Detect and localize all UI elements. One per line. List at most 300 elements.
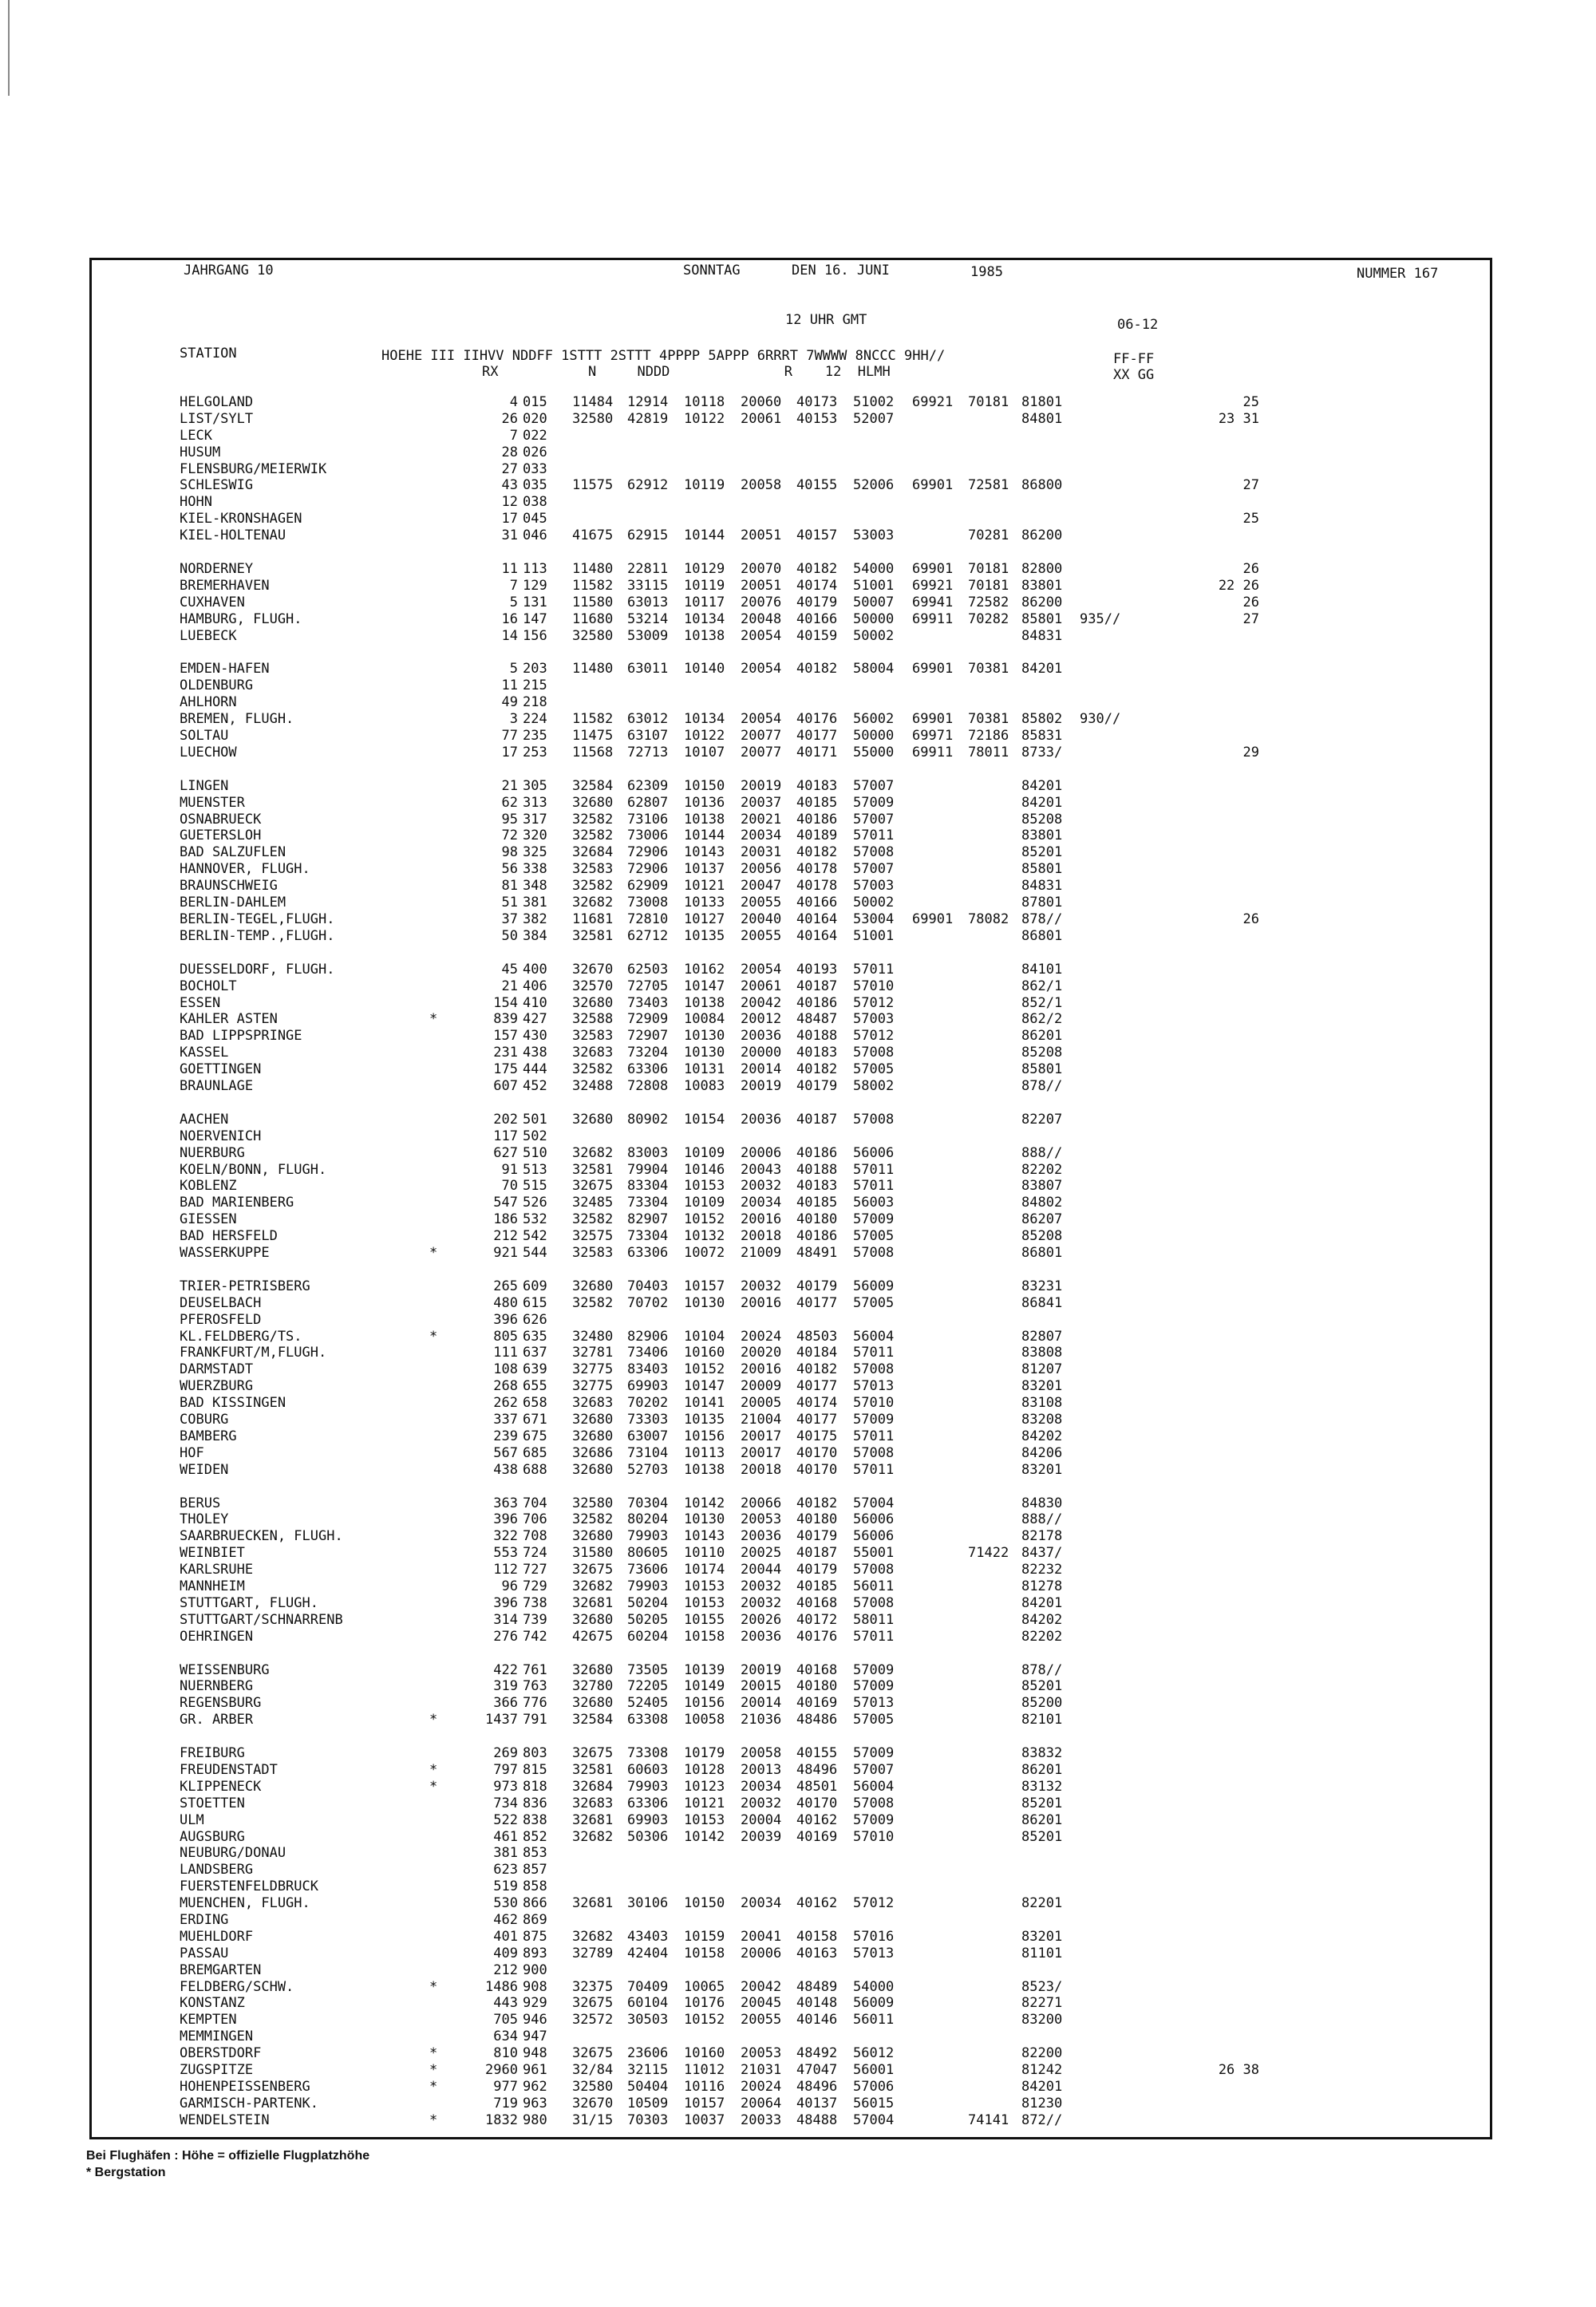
code-group: 72705	[627, 978, 669, 994]
elevation: 396	[493, 1594, 518, 1611]
wind-gust: 26	[1242, 594, 1259, 610]
elevation: 108	[493, 1361, 518, 1378]
code-group: 84202	[1021, 1611, 1063, 1628]
code-group: 40183	[796, 1178, 838, 1195]
code-group: 10119	[684, 477, 725, 494]
code-group: 888//	[1021, 1144, 1063, 1161]
code-group: 40158	[796, 1928, 838, 1945]
station-index: 776	[523, 1695, 547, 1712]
code-group: 40169	[796, 1695, 838, 1712]
code-group: 20024	[741, 1328, 782, 1345]
code-group: 53003	[853, 527, 895, 544]
elevation: 519	[493, 1878, 518, 1895]
code-group: 10129	[684, 561, 725, 578]
code-group: 40176	[796, 711, 838, 728]
code-group: 57008	[853, 1361, 895, 1378]
station-index: 635	[523, 1328, 547, 1345]
station-name: THOLEY	[180, 1511, 229, 1528]
code-group: 73606	[627, 1562, 669, 1578]
code-group: 32682	[572, 1828, 614, 1845]
code-group: 32789	[572, 1945, 614, 1961]
code-group: 32583	[572, 861, 614, 878]
code-group: 43403	[627, 1928, 669, 1945]
code-group: 83201	[1021, 1461, 1063, 1478]
code-group: 878//	[1021, 1661, 1063, 1678]
code-group: 32680	[572, 1695, 614, 1712]
code-group: 10150	[684, 777, 725, 794]
code-group: 20016	[741, 1361, 782, 1378]
station-row	[90, 428, 1447, 444]
station-name: LUECHOW	[180, 744, 237, 760]
station-row	[90, 878, 1447, 895]
code-group: 32/84	[572, 2062, 614, 2079]
code-group: 63306	[627, 1061, 669, 1078]
station-row	[90, 1045, 1447, 1061]
code-group: 20032	[741, 1594, 782, 1611]
code-group: 57007	[853, 777, 895, 794]
code-group: 48489	[796, 1978, 838, 1995]
station-index: 513	[523, 1161, 547, 1178]
code-group: 62915	[627, 527, 669, 544]
wind-gust: 27	[1242, 610, 1259, 627]
elevation: 56	[501, 861, 518, 878]
station-row	[90, 1428, 1447, 1445]
code-group: 57016	[853, 1928, 895, 1945]
station-row	[90, 1712, 1447, 1728]
code-group: 40180	[796, 1678, 838, 1695]
code-group: 10109	[684, 1144, 725, 1161]
station-index: 113	[523, 561, 547, 578]
code-group: 32572	[572, 2012, 614, 2029]
station-name: GUETERSLOH	[180, 828, 262, 844]
wind-gust-header: FF-FF	[1113, 351, 1155, 367]
code-group: 32680	[572, 1461, 614, 1478]
station-row	[90, 661, 1447, 677]
code-group: 62909	[627, 878, 669, 895]
station-row	[90, 2079, 1447, 2096]
code-group: 20051	[741, 527, 782, 544]
station-row	[90, 1361, 1447, 1378]
code-group: 32680	[572, 1278, 614, 1294]
code-group: 86200	[1021, 527, 1063, 544]
code-group: 82202	[1021, 1628, 1063, 1645]
station-row	[90, 911, 1447, 928]
code-columns-header: HOEHE III IIHVV NDDFF 1STTT 2STTT 4PPPP 5APPP 6RRRT 7WWWW 8NCCC 9HH//	[381, 348, 946, 364]
code-group: 8523/	[1021, 1978, 1063, 1995]
code-group: 85831	[1021, 728, 1063, 745]
elevation: 5	[509, 661, 518, 677]
code-group: 10134	[684, 711, 725, 728]
group-spacer	[90, 1728, 1447, 1745]
elevation: 522	[493, 1811, 518, 1828]
elevation: 627	[493, 1144, 518, 1161]
code-group: 55001	[853, 1545, 895, 1562]
code-group: 72582	[968, 594, 1009, 610]
code-group: 20032	[741, 1278, 782, 1294]
code-group: 20024	[741, 2078, 782, 2095]
code-group: 48492	[796, 2045, 838, 2062]
code-group: 32682	[572, 1144, 614, 1161]
code-group: 40162	[796, 1811, 838, 1828]
elevation: 202	[493, 1111, 518, 1128]
code-group: 20058	[741, 1745, 782, 1762]
code-group: 72808	[627, 1077, 669, 1094]
station-index: 866	[523, 1895, 547, 1912]
elevation: 3	[509, 711, 518, 728]
station-row	[90, 595, 1447, 611]
code-group: 73308	[627, 1745, 669, 1762]
code-group: 32584	[572, 777, 614, 794]
elevation: 810	[493, 2045, 518, 2062]
station-name: BERLIN-TEGEL,FLUGH.	[180, 911, 335, 927]
code-group: 10116	[684, 2078, 725, 2095]
code-group: 11575	[572, 477, 614, 494]
code-group: 85208	[1021, 1045, 1063, 1061]
code-group: 40183	[796, 777, 838, 794]
station-name: COBURG	[180, 1411, 229, 1428]
code-group: 57006	[853, 2078, 895, 2095]
group-spacer	[90, 1262, 1447, 1278]
code-group: 47047	[796, 2062, 838, 2079]
code-group: 82232	[1021, 1562, 1063, 1578]
code-group: 57011	[853, 1461, 895, 1478]
station-name: OEHRINGEN	[180, 1628, 254, 1645]
station-name: PFEROSFELD	[180, 1311, 262, 1328]
code-group: 69921	[912, 394, 954, 410]
code-group: 57011	[853, 828, 895, 844]
code-group: 69921	[912, 577, 954, 594]
code-group: 40185	[796, 794, 838, 811]
station-name: WENDELSTEIN	[180, 2111, 270, 2128]
code-group: 53004	[853, 911, 895, 927]
code-group: 32580	[572, 410, 614, 427]
code-group: 10153	[684, 1811, 725, 1828]
code-group: 40148	[796, 1995, 838, 2012]
code-group: 20036	[741, 1628, 782, 1645]
code-group: 73204	[627, 1045, 669, 1061]
station-row	[90, 1979, 1447, 1996]
station-name: GOETTINGEN	[180, 1061, 262, 1078]
station-name: NUERNBERG	[180, 1678, 254, 1695]
code-group: 40163	[796, 1945, 838, 1961]
code-group: 83403	[627, 1361, 669, 1378]
elevation: 186	[493, 1211, 518, 1228]
elevation: 265	[493, 1278, 518, 1294]
station-index: 836	[523, 1795, 547, 1811]
code-group: 32115	[627, 2062, 669, 2079]
station-index: 313	[523, 794, 547, 811]
code-group: 83807	[1021, 1178, 1063, 1195]
code-group: 10152	[684, 2012, 725, 2029]
elevation: 49	[501, 694, 518, 711]
code-group: 40185	[796, 1578, 838, 1594]
station-index: 853	[523, 1845, 547, 1862]
station-row	[90, 895, 1447, 911]
code-group: 56004	[853, 1778, 895, 1795]
code-group: 20077	[741, 744, 782, 760]
elevation: 21	[501, 978, 518, 994]
station-name: HANNOVER, FLUGH.	[180, 861, 310, 878]
code-group: 82800	[1021, 561, 1063, 578]
code-group: 70381	[968, 711, 1009, 728]
code-group: 32675	[572, 1995, 614, 2012]
elevation: 62	[501, 794, 518, 811]
code-group: 20005	[741, 1395, 782, 1412]
code-group: 10109	[684, 1195, 725, 1211]
station-index: 857	[523, 1862, 547, 1878]
station-index: 320	[523, 828, 547, 844]
station-index: 763	[523, 1678, 547, 1695]
station-name: BERLIN-TEMP.,FLUGH.	[180, 927, 335, 944]
station-row	[90, 694, 1447, 711]
code-group: 62712	[627, 927, 669, 944]
code-group: 32581	[572, 1161, 614, 1178]
code-group: 72907	[627, 1028, 669, 1045]
station-row	[90, 1445, 1447, 1462]
code-group: 40182	[796, 1361, 838, 1378]
code-group: 11582	[572, 711, 614, 728]
code-group: 40174	[796, 577, 838, 594]
code-group: 32485	[572, 1195, 614, 1211]
code-group: 51002	[853, 394, 895, 410]
station-name: NOERVENICH	[180, 1128, 262, 1144]
code-group: 20036	[741, 1028, 782, 1045]
code-group: 84201	[1021, 794, 1063, 811]
station-name: MUENCHEN, FLUGH.	[180, 1895, 310, 1912]
station-row	[90, 1145, 1447, 1162]
elevation: 719	[493, 2095, 518, 2111]
station-index: 946	[523, 2012, 547, 2029]
code-group: 69901	[912, 661, 954, 677]
station-row	[90, 1762, 1447, 1779]
elevation: 27	[501, 460, 518, 477]
elevation: 4	[509, 394, 518, 410]
code-group: 32581	[572, 1762, 614, 1779]
station-index: 131	[523, 594, 547, 610]
station-name: AHLHORN	[180, 694, 237, 711]
elevation: 634	[493, 2029, 518, 2045]
station-row	[90, 778, 1447, 795]
code-group: 84201	[1021, 777, 1063, 794]
station-index: 838	[523, 1811, 547, 1828]
code-group: 10130	[684, 1294, 725, 1311]
code-group: 10159	[684, 1928, 725, 1945]
code-group: 84202	[1021, 1428, 1063, 1444]
code-group: 83201	[1021, 1378, 1063, 1395]
station-index: 410	[523, 994, 547, 1011]
station-index: 706	[523, 1511, 547, 1528]
elevation: 111	[493, 1345, 518, 1361]
elevation: 50	[501, 927, 518, 944]
code-group: 40182	[796, 1061, 838, 1078]
code-group: 878//	[1021, 1077, 1063, 1094]
code-group: 40187	[796, 1111, 838, 1128]
elevation: 31	[501, 527, 518, 544]
code-group: 10130	[684, 1028, 725, 1045]
code-group: 10158	[684, 1628, 725, 1645]
station-name: NEUBURG/DONAU	[180, 1845, 286, 1862]
code-group: 63107	[627, 728, 669, 745]
code-group: 32683	[572, 1395, 614, 1412]
code-group: 32682	[572, 1928, 614, 1945]
station-column-header: STATION	[180, 346, 237, 361]
code-group: 52703	[627, 1461, 669, 1478]
station-row	[90, 1462, 1447, 1479]
station-index: 609	[523, 1278, 547, 1294]
code-group: 20016	[741, 1211, 782, 1228]
wind-gust: 26	[1242, 561, 1259, 578]
code-group: 57008	[853, 1244, 895, 1261]
station-row	[90, 527, 1447, 544]
code-group: 32775	[572, 1361, 614, 1378]
station-index: 869	[523, 1912, 547, 1929]
code-group: 40177	[796, 1411, 838, 1428]
elevation: 81	[501, 878, 518, 895]
code-group: 12914	[627, 394, 669, 410]
code-group: 48488	[796, 2111, 838, 2128]
weekday-label: SONNTAG	[683, 263, 741, 278]
code-group: 82202	[1021, 1161, 1063, 1178]
code-group: 32570	[572, 978, 614, 994]
code-group: 10157	[684, 2095, 725, 2111]
code-group: 48501	[796, 1778, 838, 1795]
code-group: 85201	[1021, 1678, 1063, 1695]
code-group: 40155	[796, 1745, 838, 1762]
code-group: 30503	[627, 2012, 669, 2029]
code-group: 20015	[741, 1678, 782, 1695]
elevation: 401	[493, 1928, 518, 1945]
elevation: 11	[501, 561, 518, 578]
elevation: 381	[493, 1845, 518, 1862]
code-group: 57009	[853, 1411, 895, 1428]
code-group: 81207	[1021, 1361, 1063, 1378]
code-group: 40172	[796, 1611, 838, 1628]
station-row	[90, 745, 1447, 761]
code-group: 10132	[684, 1228, 725, 1245]
elevation: 72	[501, 828, 518, 844]
station-index: 791	[523, 1712, 547, 1728]
station-row	[90, 1995, 1447, 2012]
code-group: 10128	[684, 1762, 725, 1779]
code-group: 862/2	[1021, 1011, 1063, 1028]
code-group: 72906	[627, 844, 669, 861]
code-group: 20060	[741, 394, 782, 410]
station-row	[90, 1779, 1447, 1795]
footnote-airports: Bei Flughäfen : Höhe = offizielle Flugplatzhöhe	[86, 2149, 370, 2163]
code-group: 40171	[796, 744, 838, 760]
elevation: 314	[493, 1611, 518, 1628]
code-group: 11580	[572, 594, 614, 610]
station-name: SOLTAU	[180, 728, 229, 745]
station-row	[90, 1329, 1447, 1345]
code-group: 62503	[627, 961, 669, 978]
station-index: 215	[523, 677, 547, 694]
elevation: 268	[493, 1378, 518, 1395]
code-group: 32584	[572, 1712, 614, 1728]
code-group: 10037	[684, 2111, 725, 2128]
code-group: 20004	[741, 1811, 782, 1828]
code-group: 40182	[796, 561, 838, 578]
elevation: 462	[493, 1912, 518, 1929]
code-group: 42819	[627, 410, 669, 427]
code-group: 50000	[853, 728, 895, 745]
station-name: BREMERHAVEN	[180, 577, 270, 594]
station-row	[90, 2012, 1447, 2029]
code-group: 32682	[572, 895, 614, 911]
code-group: 50306	[627, 1828, 669, 1845]
station-index: 381	[523, 895, 547, 911]
code-group: 10127	[684, 911, 725, 927]
station-row	[90, 1812, 1447, 1829]
code-group: 40180	[796, 1211, 838, 1228]
station-index: 852	[523, 1828, 547, 1845]
code-group: 84831	[1021, 627, 1063, 644]
scan-edge-mark	[8, 0, 10, 96]
code-group: 84831	[1021, 878, 1063, 895]
code-group: 69901	[912, 911, 954, 927]
elevation: 45	[501, 961, 518, 978]
code-group: 20061	[741, 410, 782, 427]
code-group: 10160	[684, 1345, 725, 1361]
code-group: 40179	[796, 594, 838, 610]
station-row	[90, 1245, 1447, 1262]
code-group: 32583	[572, 1244, 614, 1261]
code-group: 32775	[572, 1378, 614, 1395]
station-row	[90, 1495, 1447, 1512]
code-group: 40174	[796, 1395, 838, 1412]
station-index: 815	[523, 1762, 547, 1779]
code-group: 86841	[1021, 1294, 1063, 1311]
code-group: 82178	[1021, 1528, 1063, 1545]
code-group: 57003	[853, 1011, 895, 1028]
code-group: 50002	[853, 895, 895, 911]
wind-gust: 25	[1242, 394, 1259, 410]
station-index: 348	[523, 878, 547, 895]
code-group: 83200	[1021, 2012, 1063, 2029]
code-group: 40176	[796, 1628, 838, 1645]
wind-gust: 25	[1242, 511, 1259, 527]
station-index: 235	[523, 728, 547, 745]
code-group: 11480	[572, 661, 614, 677]
code-group: 57009	[853, 1745, 895, 1762]
elevation: 96	[501, 1578, 518, 1594]
code-group: 72810	[627, 911, 669, 927]
code-group: 20051	[741, 577, 782, 594]
code-group: 40155	[796, 477, 838, 494]
code-group: 32675	[572, 1178, 614, 1195]
station-index: 501	[523, 1111, 547, 1128]
elevation: 95	[501, 811, 518, 828]
elevation: 212	[493, 1961, 518, 1978]
code-group: 60204	[627, 1628, 669, 1645]
code-group: 51001	[853, 577, 895, 594]
station-index: 704	[523, 1495, 547, 1511]
code-group: 10137	[684, 861, 725, 878]
station-name: OSNABRUECK	[180, 811, 262, 828]
elevation: 231	[493, 1045, 518, 1061]
code-group: 40185	[796, 1195, 838, 1211]
code-group: 73008	[627, 895, 669, 911]
elevation: 443	[493, 1995, 518, 2012]
code-group: 40182	[796, 661, 838, 677]
code-group: 56006	[853, 1511, 895, 1528]
code-group: 11568	[572, 744, 614, 760]
station-index: 803	[523, 1745, 547, 1762]
code-group: 10152	[684, 1211, 725, 1228]
code-group: 40178	[796, 878, 838, 895]
wind-gust: 22 26	[1218, 577, 1259, 594]
code-group: 40193	[796, 961, 838, 978]
